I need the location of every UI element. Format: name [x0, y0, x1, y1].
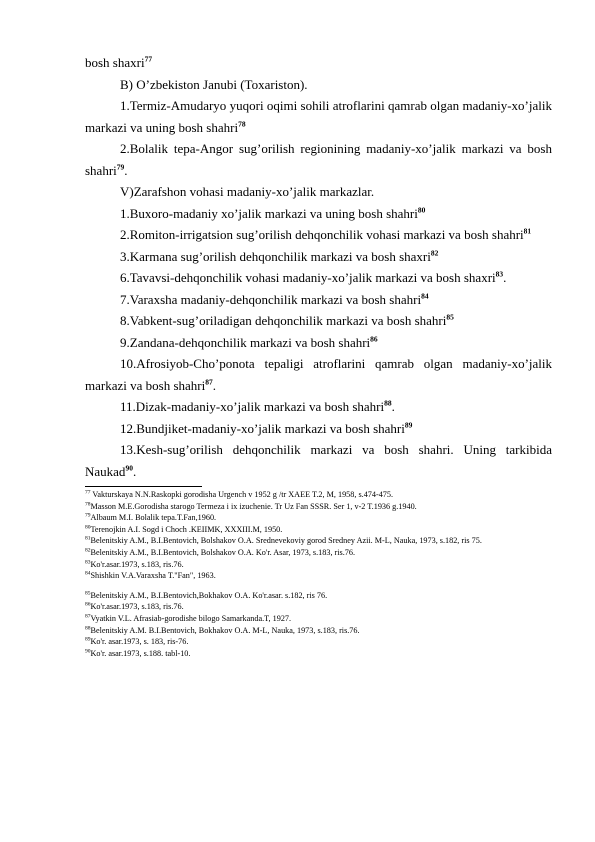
footnote-text: Vakturskaya N.N.Raskopki gorodisha Urgench v 1952 g /tr XAEE T.2, M, 1958, s.474-475. [90, 490, 394, 499]
footnote-item [85, 613, 552, 625]
body-paragraph [85, 418, 552, 440]
paragraph-text: 3.Karmana sug’orilish dehqonchilik markazi va bosh shaxri [120, 248, 431, 264]
footnote-number: 81 [85, 535, 91, 542]
body-paragraph [85, 52, 552, 74]
footnote-ref[interactable]: 84 [421, 291, 429, 301]
body-paragraph [85, 203, 552, 225]
footnote-item [85, 559, 552, 571]
paragraph-tail: . [503, 270, 507, 285]
paragraph-text: 8.Vabkent-sug’oriladigan dehqonchilik markazi va bosh shahri [120, 313, 447, 328]
footnote-number: 83 [85, 558, 91, 565]
footnote-text: Belenitskiy A.M. B.I.Bentovich, Bokhakov O.A. M-L, Nauka, 1973, s.183, ris.76. [90, 625, 360, 635]
footnote-ref[interactable]: 90 [125, 463, 133, 473]
footnote-ref[interactable]: 89 [404, 420, 413, 430]
footnote-text: Ko'r. asar.1973, s. 183, ris-76. [90, 637, 189, 647]
paragraph-tail: . [132, 463, 137, 479]
footnote-number: 78 [85, 500, 91, 507]
footnote-ref[interactable]: 81 [523, 226, 532, 236]
footnote-text: Ko'r. asar.1973, s.188. tabl-10. [90, 648, 191, 658]
footnote-item [85, 636, 552, 648]
footnote-item [85, 535, 552, 547]
footnote-text: Vyatkin V.L. Afrasiab-gorodishe bilogo Samarkanda.T, 1927. [90, 613, 292, 623]
footnote-ref[interactable]: 77 [144, 54, 153, 64]
body-paragraph [85, 138, 552, 181]
body-paragraph [85, 332, 552, 354]
footnote-number: 80 [85, 524, 91, 531]
footnote-ref[interactable]: 86 [370, 334, 378, 344]
footnote-number: 77 [85, 489, 91, 496]
footnote-item [85, 512, 552, 524]
footnote-item [85, 601, 552, 613]
footnote-number: 88 [85, 624, 91, 631]
footnotes [85, 489, 552, 659]
body-paragraph [85, 224, 552, 246]
paragraph-tail: . [212, 377, 216, 393]
footnote-item [85, 489, 552, 501]
footnote-number: 79 [85, 512, 91, 519]
footnote-text: Albaum M.I. Bolalik tepa.T.Fan,1960. [90, 513, 217, 523]
body-paragraph [85, 396, 552, 418]
footnote-text: Terenojkin A.I. Sogd i Choch .KEIIMK, XXXIII.M, 1950. [90, 524, 283, 534]
footnote-number: 86 [85, 601, 91, 608]
footnote-ref[interactable]: 83 [495, 269, 504, 279]
footnote-item [85, 570, 552, 582]
paragraph-text: 1.Termiz-Amudaryo yuqori oqimi sohili atroflarini qamrab olgan madaniy-xo’jalik markazi va uning bosh shahri [85, 98, 552, 135]
footnote-number: 89 [85, 636, 91, 643]
footnote-item [85, 547, 552, 559]
paragraph-tail: . [124, 162, 128, 178]
body-paragraph [85, 353, 552, 396]
footnote-item [85, 524, 552, 536]
footnote-ref[interactable]: 78 [238, 119, 246, 129]
body-paragraph [85, 289, 552, 311]
footnote-text: Masson M.E.Gorodisha starogo Termeza i ix izuchenie. Tr Uz Fan SSSR. Ser 1, v-2 T.1936 g.1940. [90, 501, 417, 511]
body-paragraph [85, 439, 552, 482]
footnote-number: 85 [85, 590, 91, 597]
footnote-item [85, 625, 552, 637]
paragraph-text: B) O’zbekiston Janubi (Toxariston). [120, 76, 308, 92]
paragraph-text: 2.Romiton-irrigatsion sug’orilish dehqonchilik vohasi markazi va bosh shahri [120, 227, 524, 242]
paragraph-text: 7.Varaxsha madaniy-dehqonchilik markazi va bosh shahri [120, 291, 422, 307]
page-content [85, 52, 552, 659]
footnote-item [85, 501, 552, 513]
footnote-ref[interactable]: 88 [384, 398, 392, 408]
footnote-ref[interactable]: 87 [205, 377, 213, 387]
paragraph-text: 2.Bolalik tepa-Angor sug’orilish regionining madaniy-xo’jalik markazi va bosh shahri [85, 141, 552, 178]
paragraph-text: 11.Dizak-madaniy-xo’jalik markazi va bosh shahri [120, 399, 385, 414]
footnote-ref[interactable]: 79 [116, 162, 125, 172]
paragraph-text: 1.Buxoro-madaniy xo’jalik markazi va uning bosh shahri [120, 205, 418, 221]
body-text [85, 52, 552, 482]
footnote-text: Ko'r.asar.1973, s.183, ris.76. [90, 559, 184, 569]
footnote-text: Ko'r.asar.1973, s.183, ris.76. [90, 602, 184, 612]
footnote-ref[interactable]: 80 [417, 205, 426, 215]
body-paragraph [85, 310, 552, 332]
footnote-text: Belenitskiy A.M., B.I.Bentovich,Bokhakov O.A. Ko'r.asar. s.182, ris 76. [90, 590, 328, 600]
paragraph-tail: . [391, 399, 395, 414]
footnote-gap [85, 582, 552, 590]
footnote-item [85, 590, 552, 602]
footnote-text: Belenitskiy A.M., B.I.Bentovich, Bolshakov O.A. Srednevekoviy gorod Sredney Azii. M-L, Nauka, 1973, s.182, ris 75. [90, 536, 482, 546]
footnote-text: Shishkin V.A.Varaxsha T."Fan", 1963. [90, 571, 216, 581]
paragraph-text: V)Zarafshon vohasi madaniy-xo’jalik markazlar. [120, 184, 375, 199]
paragraph-text: bosh shaxri [85, 55, 145, 70]
footnote-separator [85, 486, 202, 487]
body-paragraph [85, 246, 552, 268]
body-paragraph [85, 74, 552, 96]
footnote-number: 84 [85, 570, 91, 577]
paragraph-text: 9.Zandana-dehqonchilik markazi va bosh shahri [120, 334, 371, 350]
body-paragraph [85, 267, 552, 289]
paragraph-text: 13.Kesh-sug’orilish dehqonchilik markazi va bosh shahri. Uning tarkibida Naukad [85, 442, 552, 479]
footnote-number: 82 [85, 547, 91, 554]
body-paragraph [85, 181, 552, 203]
footnote-item [85, 648, 552, 660]
paragraph-text: 10.Afrosiyob-Cho’ponota tepaligi atroflarini qamrab olgan madaniy-xo’jalik markazi va bosh shahri [85, 356, 552, 393]
footnote-text: Belenitskiy A.M., B.I.Bentovich, Bolshakov O.A. Ko'r. Asar, 1973, s.183, ris.76. [90, 547, 356, 557]
body-paragraph [85, 95, 552, 138]
footnote-ref[interactable]: 85 [446, 312, 454, 322]
footnote-number: 90 [85, 647, 91, 654]
paragraph-text: 12.Bundjiket-madaniy-xo’jalik markazi va bosh shahri [120, 420, 405, 436]
footnote-ref[interactable]: 82 [430, 248, 439, 258]
paragraph-text: 6.Tavavsi-dehqonchilik vohasi madaniy-xo’jalik markazi va bosh shaxri [120, 270, 496, 285]
footnote-number: 87 [85, 613, 91, 620]
